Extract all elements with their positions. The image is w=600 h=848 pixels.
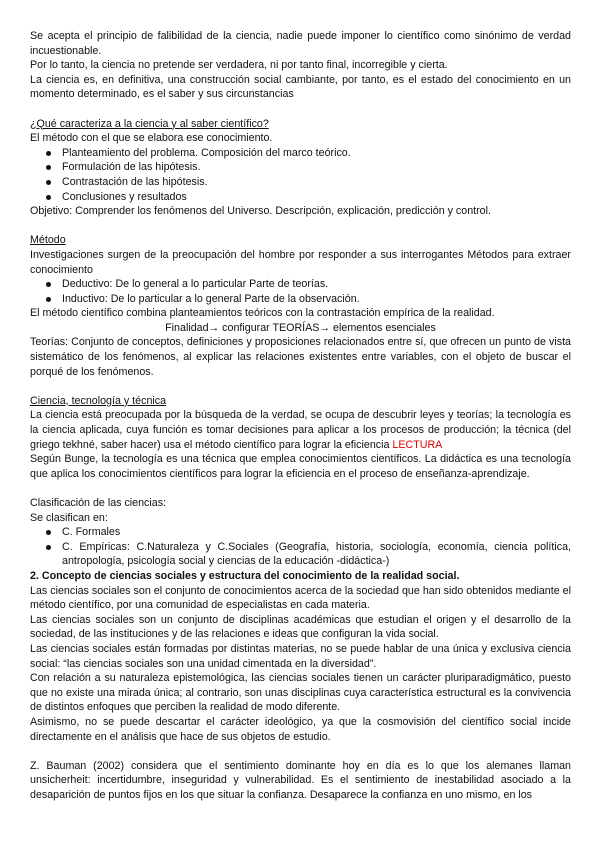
list-item: C. Empíricas: C.Naturaleza y C.Sociales (Geografía, historia, sociología, economía, ciencia política, antropología, psicología social y ciencias de la educación -didáctica-) — [62, 540, 571, 568]
section-heading: ¿Qué caracteriza a la ciencia y al saber científico? — [30, 117, 269, 130]
document-page — [30, 29, 571, 802]
body-paragraph: Las ciencias sociales son un conjunto de disciplinas académicas que estudian el origen y el desarrollo de la sociedad, de las instituciones y de las relaciones e ideas que configuran la vida social. — [30, 613, 571, 641]
list-item: Conclusiones y resultados — [62, 190, 571, 205]
body-paragraph: Asimismo, no se puede descartar el carácter ideológico, ya que la cosmovisión del científico social incide directamente en el análisis que hace de sus objetos de estudio. — [30, 715, 571, 743]
section-heading: Método — [30, 234, 66, 247]
section-heading: Ciencia, tecnología y técnica — [30, 394, 167, 407]
objective-text: Objetivo: Comprender los fenómenos del Universo. Descripción, explicación, predicción y control. — [30, 205, 491, 218]
lectura-highlight: LECTURA — [392, 438, 443, 451]
body-paragraph: Las ciencias sociales están formadas por distintas materias, no se puede hablar de una única y exclusiva ciencia social: “las ciencias sociales son una unidad cimentada en la diversidad”. — [30, 642, 571, 670]
section-heading: Clasificación de las ciencias: — [30, 497, 167, 509]
section-lead: Se clasifican en: — [30, 511, 108, 524]
intro-paragraph: Por lo tanto, la ciencia no pretende ser verdadera, ni por tanto final, incorregible y cierta. — [30, 59, 448, 72]
list-item: Planteamiento del problema. Composición del marco teórico. — [62, 146, 571, 161]
list-item: Contrastación de las hipótesis. — [62, 175, 571, 190]
intro-paragraph: La ciencia es, en definitiva, una construcción social cambiante, por tanto, es el estado del conocimiento en un momento determinado, es el saber y sus circunstancias — [30, 73, 571, 101]
body-paragraph: Según Bunge, la tecnología es una técnica que emplea conocimientos científicos. La didáctica es una tecnología que aplica los conocimientos científicos para lograr la eficiencia en el proceso de enseñanza-aprendizaje. — [30, 453, 571, 480]
body-paragraph: Investigaciones surgen de la preocupación del hombre por responder a sus interrogantes Métodos para extraer conocimiento — [30, 248, 571, 276]
methods-list — [30, 277, 571, 306]
section-heading: 2. Concepto de ciencias sociales y estructura del conocimiento de la realidad social. — [30, 569, 460, 582]
list-item: Inductivo: De lo particular a lo general Parte de la observación. — [62, 292, 571, 307]
list-item: Deductivo: De lo general a lo particular Parte de teorías. — [62, 277, 571, 292]
body-paragraph: Teorías: Conjunto de conceptos, definiciones y proposiciones relacionados entre sí, que ofrecen un punto de vista sistemático de los fenómenos, al explicar las relaciones existentes entre variables, con el objeto de buscar el porqué de los fenómenos. — [30, 336, 571, 378]
section-lead: El método con el que se elabora ese conocimiento. — [30, 132, 273, 145]
list-item: C. Formales — [62, 525, 571, 540]
body-paragraph — [30, 408, 571, 452]
body-paragraph: El método científico combina planteamientos teóricos con la contrastación empírica de la realidad. — [30, 307, 495, 320]
paragraph-text: La ciencia está preocupada por la búsqueda de la verdad, se ocupa de descubrir leyes y teorías; la tecnología es la ciencia aplicada, cuya función es tomar decisiones para aplicar a los procesos de producción; la técnica (del griego tekhné, saber hacer) usa el método científico para lograr la eficiencia — [30, 409, 571, 451]
body-paragraph: Con relación a su naturaleza epistemológica, las ciencias sociales tienen un carácter pluriparadigmático, puesto que no existe una mirada única; al contrario, son unas disciplinas cuya característica estructural es la convivencia de distintos enfoques que perciben la realidad de modo diferente. — [30, 672, 571, 714]
list-item: Formulación de las hipótesis. — [62, 160, 571, 175]
centered-formula: Finalidad→ configurar TEORÍAS→ elementos esenciales — [165, 321, 436, 334]
intro-paragraph: Se acepta el principio de falibilidad de la ciencia, nadie puede imponer lo científico como sinónimo de verdad incuestionable. — [30, 30, 571, 57]
closing-paragraph: Z. Bauman (2002) considera que el sentimiento dominante hoy en día es lo que los alemanes llaman unsicherheit: incertidumbre, inseguridad y vulnerabilidad. Es el sentimiento de inestabilidad asociado a la desaparición de puntos fijos en los que situar la confianza. Desaparece la confianza en uno mismo, en los — [30, 759, 571, 801]
classification-list — [30, 525, 571, 569]
method-steps-list — [30, 146, 571, 204]
body-paragraph: Las ciencias sociales son el conjunto de conocimientos acerca de la sociedad que han sido obtenidos mediante el método científico, por una comunidad de especialistas en cada materia. — [30, 584, 571, 612]
